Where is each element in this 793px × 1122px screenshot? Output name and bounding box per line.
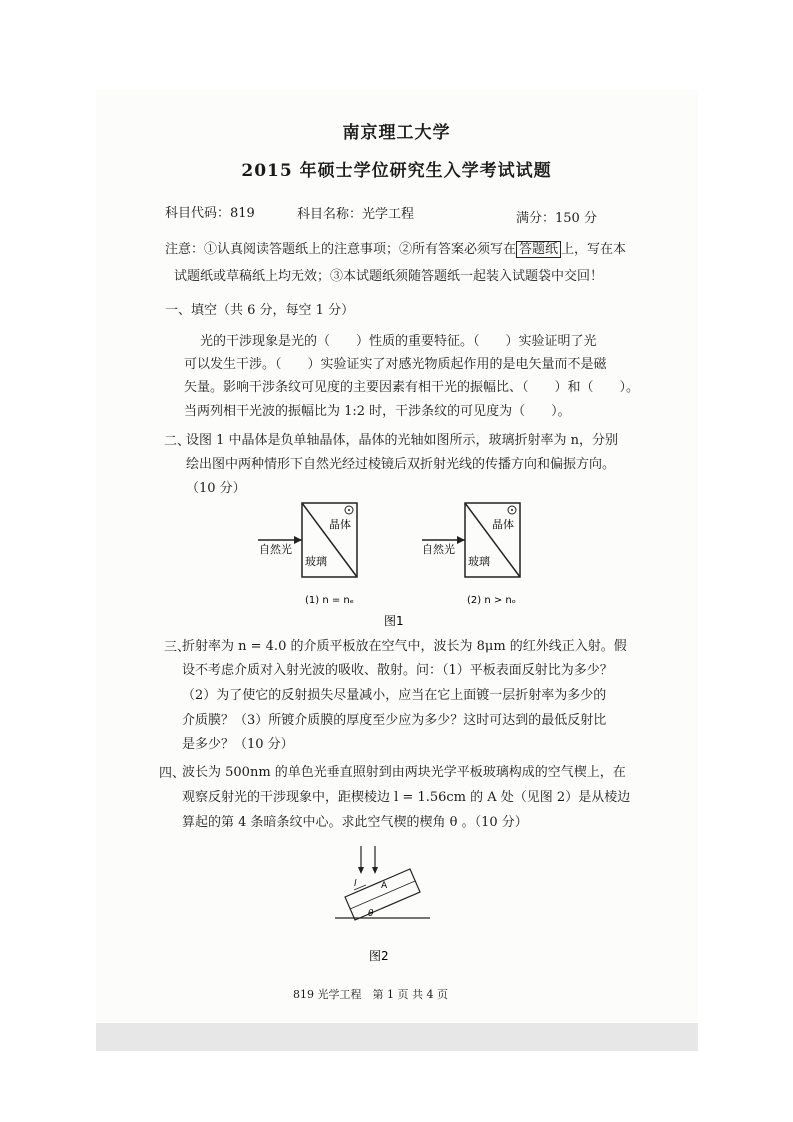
full-score: 满分：150 分 <box>516 211 597 226</box>
university-title: 南京理工大学 <box>342 123 451 143</box>
glass-label: 玻璃 <box>468 555 490 568</box>
figure-1 <box>250 498 550 633</box>
q4-line: 算起的第 4 条暗条纹中心。求此空气楔的楔角 θ 。（10 分） <box>182 815 528 830</box>
q2-line: （10 分） <box>186 481 246 496</box>
q3-line: 介质膜？（3）所镀介质膜的厚度至少应为多少？这时可达到的最低反射比 <box>182 713 607 728</box>
crystal-label: 晶体 <box>329 518 351 531</box>
q1-line: 矢量。影响干涉条纹可见度的主要因素有相干光的振幅比、（ ）和（ ）。 <box>184 380 640 395</box>
arrow-head-icon <box>294 536 302 544</box>
q1-line: 可以发生干涉。（ ）实验证实了对感光物质起作用的是电矢量而不是磁 <box>184 357 607 372</box>
figure-2-caption: 图2 <box>369 949 389 963</box>
light-label: 自然光 <box>259 543 292 556</box>
q1-line: 光的干涉现象是光的（ ）性质的重要特征。（ ）实验证明了光 <box>200 334 597 349</box>
figure-1-left <box>258 503 357 606</box>
length-label: l <box>354 879 357 889</box>
ray-arrow-icon <box>372 867 378 874</box>
q1-line: 当两列相干光波的振幅比为 1:2 时，干涉条纹的可见度为（ ）。 <box>184 404 571 419</box>
arrow-head-icon <box>457 536 465 544</box>
light-label: 自然光 <box>422 543 455 556</box>
q4-line: 波长为 500nm 的单色光垂直照射到由两块光学平板玻璃构成的空气楔上，在 <box>182 765 626 780</box>
q3-number: 三、 <box>164 640 191 655</box>
top-plate <box>345 869 420 920</box>
q2-line: 绘出图中两种情形下自然光经过棱镜后双折射光线的传播方向和偏振方向。 <box>186 457 616 472</box>
figure-1-caption: 图1 <box>384 614 404 628</box>
optic-axis-dot-icon <box>511 509 513 511</box>
bottom-gray-bar <box>96 1023 698 1051</box>
crystal-label: 晶体 <box>492 518 514 531</box>
q3-line: 折射率为 n = 4.0 的介质平板放在空气中，波长为 8μm 的红外线正入射。假 <box>182 639 627 654</box>
figure-1-right <box>422 503 520 606</box>
notice-text: 注意：①认真阅读答题纸上的注意事项；②所有答案必须写在 <box>165 242 517 257</box>
notice-line-2: 试题纸或草稿纸上均无效；③本试题纸须随答题纸一起装入试题袋中交回！ <box>174 269 604 284</box>
wedge-angle-label: θ <box>368 909 374 919</box>
subject-name: 科目名称：光学工程 <box>297 207 415 222</box>
q2-line: 设图 1 中晶体是负单轴晶体，晶体的光轴如图所示，玻璃折射率为 n，分别 <box>186 433 619 448</box>
q3-line: 是多少？（10 分） <box>182 737 294 752</box>
page-footer: 819 光学工程 第 1 页 共 4 页 <box>293 988 448 1001</box>
q4-line: 观察反射光的干涉现象中，距楔棱边 l = 1.56cm 的 A 处（见图 2）是从棱边 <box>182 790 631 805</box>
q2-number: 二、 <box>164 434 191 449</box>
optic-axis-dot-icon <box>348 509 350 511</box>
subject-code: 科目代码：819 <box>165 206 255 221</box>
answer-sheet-boxed: 答题纸 <box>516 241 561 258</box>
point-a-label: A <box>381 881 388 891</box>
notice-text: 上，写在本 <box>561 242 627 257</box>
glass-label: 玻璃 <box>305 555 327 568</box>
notice-line-1 <box>165 238 626 257</box>
q1-heading: 一、填空（共 6 分，每空 1 分） <box>165 303 355 318</box>
ray-arrow-icon <box>358 867 364 874</box>
case-1-label: (1) n = nₑ <box>305 595 354 606</box>
q3-line: （2）为了使它的反射损失尽量减小，应当在它上面镀一层折射率为多少的 <box>182 688 607 703</box>
case-2-label: (2) n > nₒ <box>467 595 516 606</box>
exam-title: 2015 年硕士学位研究生入学考试试题 <box>241 161 552 181</box>
q3-line: 设不考虑介质对入射光波的吸收、散射。问：（1）平板表面反射比为多少？ <box>182 663 613 678</box>
q4-number: 四、 <box>159 766 186 781</box>
figure-2 <box>330 842 440 967</box>
